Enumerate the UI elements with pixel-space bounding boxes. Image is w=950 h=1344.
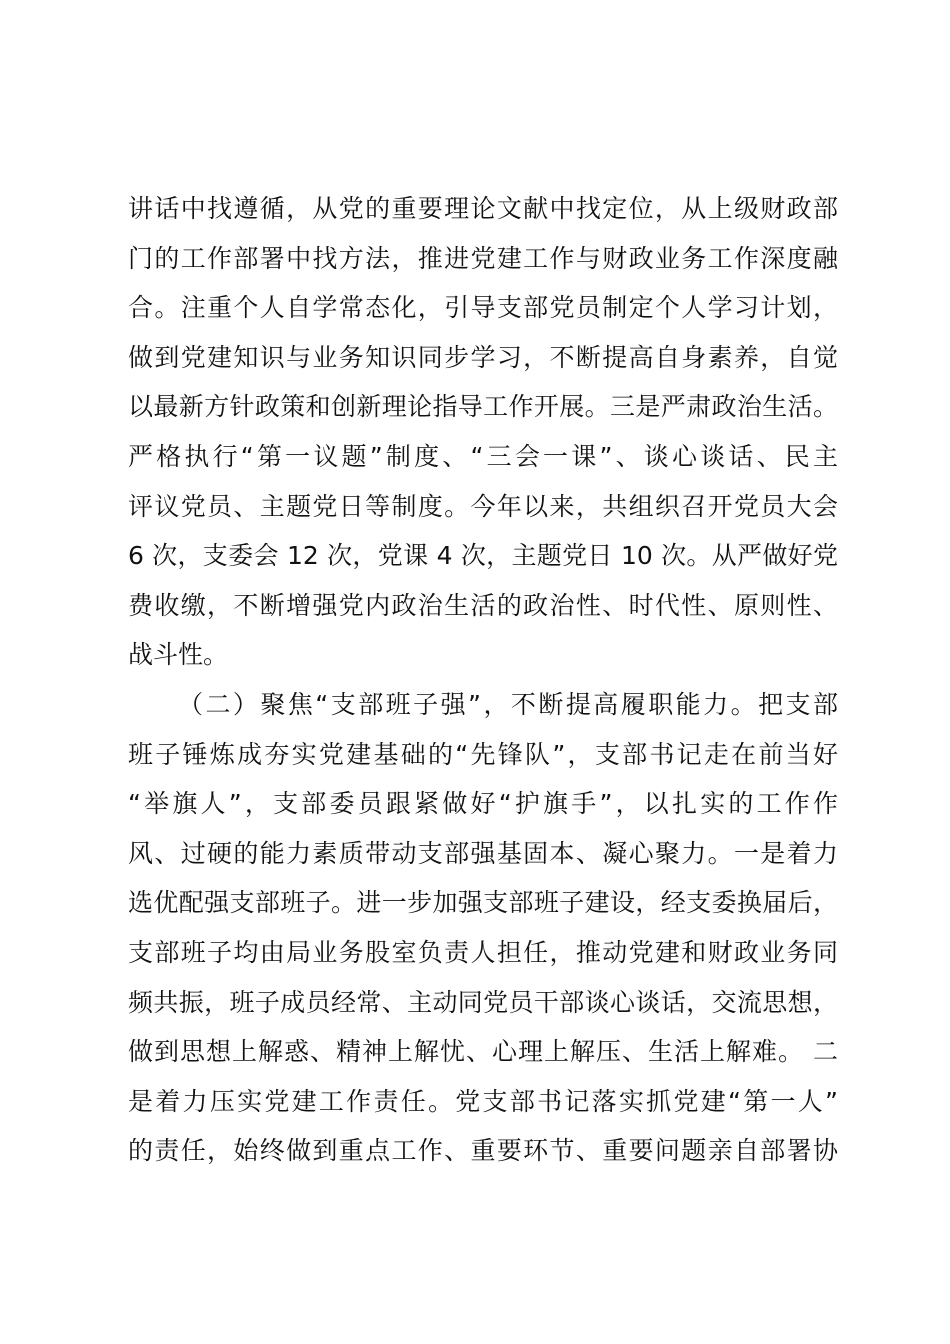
text-line-10: 战斗性。 xyxy=(128,640,229,670)
body-text xyxy=(128,184,838,1176)
text-line-8: 6 次，支委会 12 次，党课 4 次，主题党日 10 次。从严做好党 xyxy=(128,541,838,571)
text-line-5: 以最新方针政策和创新理论指导工作开展。三是严肃政治生活。 xyxy=(128,392,838,422)
text-line-1: 讲话中找遵循，从党的重要理论文献中找定位，从上级财政部 xyxy=(128,194,838,223)
text-line-15: 选优配强支部班子。进一步加强支部班子建设，经支委换届后， xyxy=(128,888,838,918)
text-line-16: 支部班子均由局业务股室负责人担任，推动党建和财政业务同 xyxy=(128,937,838,967)
text-line-20: 的责任，始终做到重点工作、重要环节、重要问题亲自部署协 xyxy=(128,1136,838,1166)
text-line-4: 做到党建知识与业务知识同步学习，不断提高自身素养，自觉 xyxy=(128,342,838,372)
text-line-12: 班子锤炼成夯实党建基础的“先锋队”，支部书记走在前当好 xyxy=(128,739,838,769)
text-line-6: 严格执行“第一议题”制度、“三会一课”、谈心谈话、民主 xyxy=(128,441,838,471)
text-line-13: “举旗人”，支部委员跟紧做好“护旗手”，以扎实的工作作 xyxy=(128,789,838,819)
text-line-3: 合。注重个人自学常态化，引导支部党员制定个人学习计划， xyxy=(128,293,838,323)
text-line-17: 频共振，班子成员经常、主动同党员干部谈心谈话，交流思想， xyxy=(128,987,838,1017)
text-line-7: 评议党员、主题党日等制度。今年以来，共组织召开党员大会 xyxy=(128,491,838,521)
text-line-19: 是着力压实党建工作责任。党支部书记落实抓党建“第一人” xyxy=(128,1086,838,1116)
text-line-2: 门的工作部署中找方法，推进党建工作与财政业务工作深度融 xyxy=(128,243,838,273)
paragraph-heading-line: （二）聚焦“支部班子强”，不断提高履职能力。把支部 xyxy=(178,689,838,719)
text-line-9: 费收缴，不断增强党内政治生活的政治性、时代性、原则性、 xyxy=(128,590,838,620)
text-line-14: 风、过硬的能力素质带动支部强基固本、凝心聚力。一是着力 xyxy=(128,838,838,868)
text-line-18: 做到思想上解惑、精神上解忧、心理上解压、生活上解难。 二 xyxy=(128,1037,838,1067)
